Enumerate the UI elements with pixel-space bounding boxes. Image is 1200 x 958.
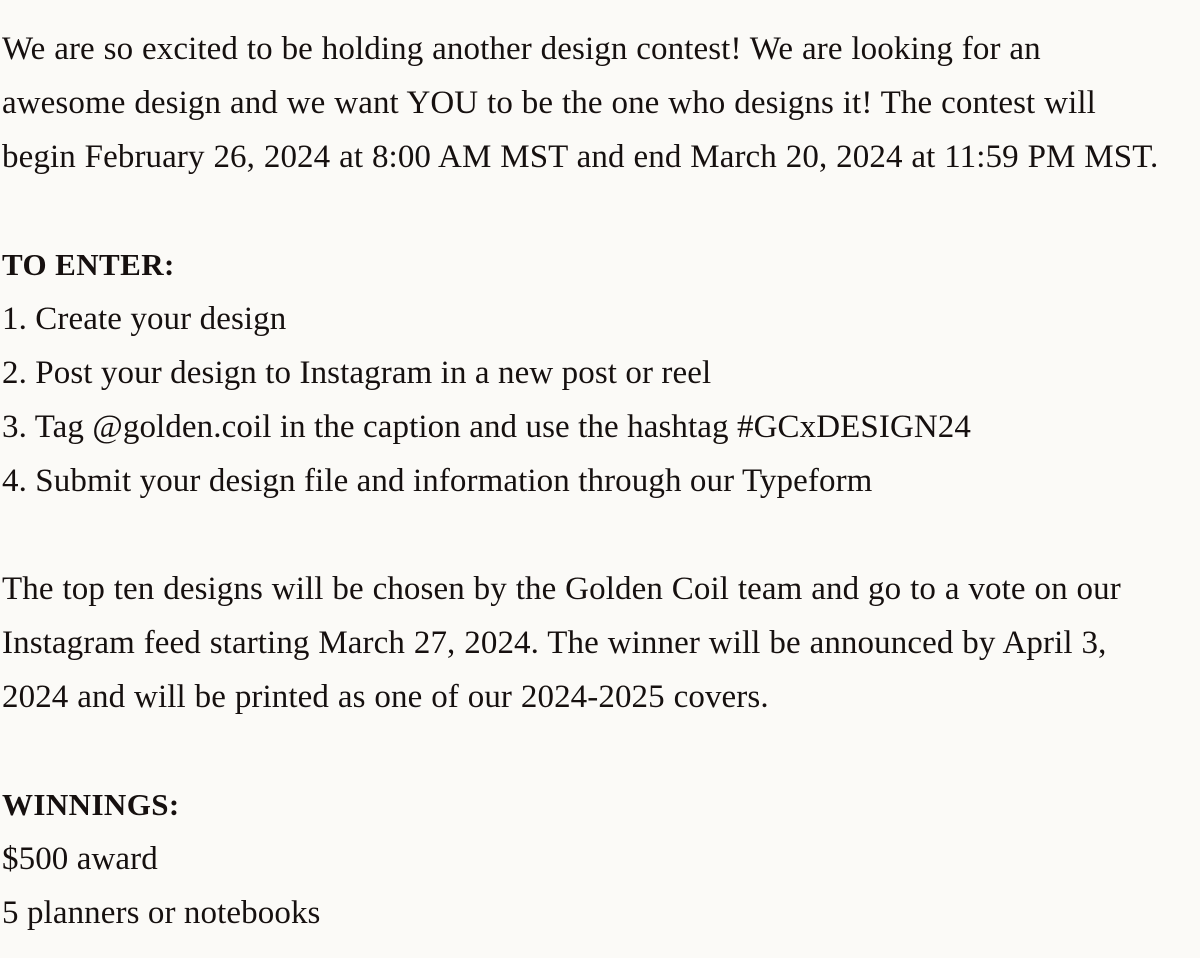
winnings-item-2: 5 planners or notebooks (2, 895, 321, 931)
voting-paragraph (2, 562, 1172, 724)
voting-line-2: Instagram feed starting March 27, 2024. The winner will be announced by April 3, (2, 625, 1107, 661)
winnings-item-1: $500 award (2, 841, 158, 877)
spacer-after-voting (2, 724, 1172, 778)
document-body (2, 0, 1172, 940)
entry-steps-list (2, 292, 1172, 508)
entry-step-4: 4. Submit your design file and information through our Typeform (2, 463, 873, 499)
intro-line-3: begin February 26, 2024 at 8:00 AM MST and end March 20, 2024 at 11:59 PM MST. (2, 139, 1159, 175)
spacer-after-intro (2, 184, 1172, 238)
entry-step-3: 3. Tag @golden.coil in the caption and use the hashtag #GCxDESIGN24 (2, 409, 972, 445)
intro-line-1: We are so excited to be holding another design contest! We are looking for an (2, 31, 1041, 67)
entry-step-2: 2. Post your design to Instagram in a new post or reel (2, 355, 712, 391)
winnings-heading: WINNINGS: (2, 787, 180, 822)
intro-paragraph (2, 22, 1172, 184)
spacer-after-steps (2, 508, 1172, 562)
entry-step-1: 1. Create your design (2, 301, 287, 337)
voting-line-1: The top ten designs will be chosen by the Golden Coil team and go to a vote on our (2, 571, 1121, 607)
to-enter-heading: TO ENTER: (2, 247, 175, 282)
intro-line-2: awesome design and we want YOU to be the one who designs it! The contest will (2, 85, 1096, 121)
winnings-list (2, 832, 1172, 940)
voting-line-3: 2024 and will be printed as one of our 2024-2025 covers. (2, 679, 769, 715)
